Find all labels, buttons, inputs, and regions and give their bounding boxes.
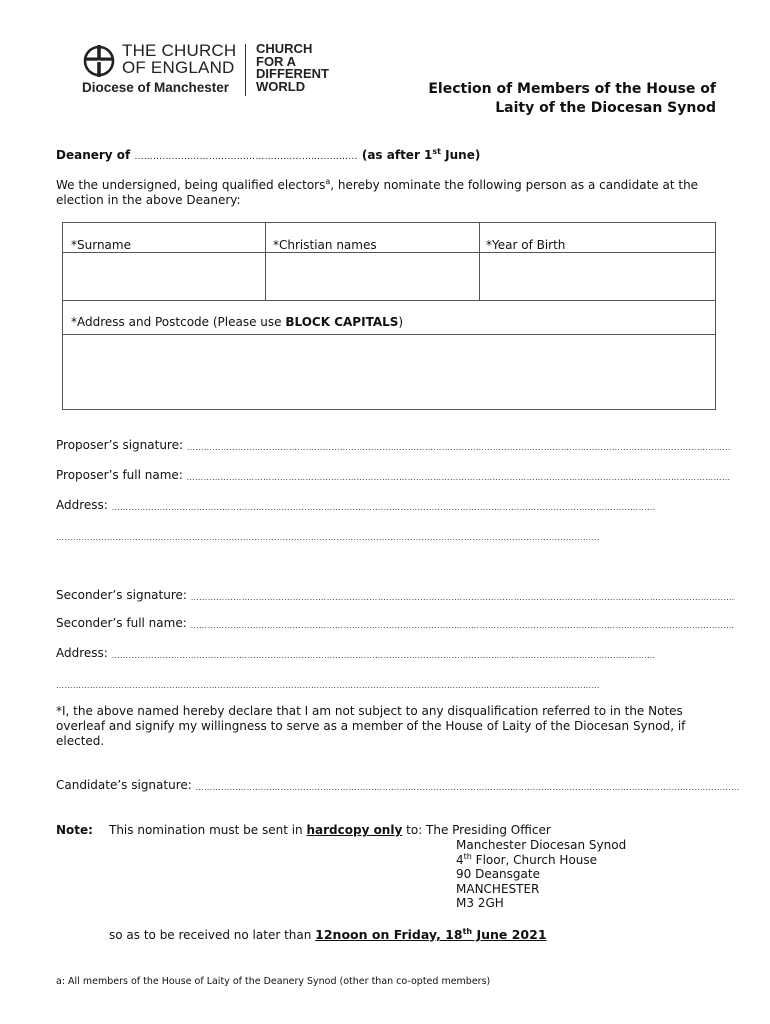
proposer-signature-field[interactable] [56, 438, 731, 452]
intro-text: We the undersigned, being qualified electors [56, 178, 326, 192]
christian-names-header: *Christian names [273, 238, 377, 252]
dot-leader: ………………………………………………………………………………………………………………………………………………………………………… [186, 473, 731, 482]
address-line4: MANCHESTER [456, 881, 540, 896]
address-header-bold: BLOCK CAPITALS [285, 315, 399, 329]
note-label: Note: [56, 823, 93, 837]
seconder-signature-field[interactable] [56, 588, 735, 602]
footnote: a: All members of the House of Laity of the Deanery Synod (other than co-opted members) [56, 976, 491, 987]
year-of-birth-cell[interactable] [480, 253, 714, 299]
seconder-address-line2[interactable] [56, 676, 680, 690]
slogan-line4: WORLD [256, 78, 306, 94]
intro-paragraph [56, 178, 716, 208]
logo-slogan [256, 43, 329, 93]
proposer-address-label: Address: [56, 498, 108, 512]
note-text-start: This nomination must be sent in [109, 823, 307, 837]
logo-name-line2: OF ENGLAND [122, 58, 235, 77]
address-floor-rest: Floor, Church House [471, 852, 598, 867]
deanery-field[interactable] [56, 148, 480, 162]
proposer-full-name-label: Proposer’s full name: [56, 468, 183, 482]
logo-wordmark [122, 42, 236, 76]
proposer-full-name-field[interactable] [56, 468, 731, 482]
presiding-officer-address [456, 838, 626, 911]
candidate-table [62, 222, 716, 410]
address-line3: 90 Deansgate [456, 867, 540, 881]
deadline-text-start: so as to be received no later than [109, 928, 316, 942]
intro-text-rest: , hereby nominate the following person as a candidate at the election in the above Deanery: [56, 178, 699, 207]
logo-divider [245, 44, 246, 96]
deadline-date-end: June 2021 [472, 927, 547, 942]
seconder-address-field[interactable] [56, 646, 672, 660]
address-postcode-cell[interactable] [64, 335, 714, 408]
address-floor [456, 853, 626, 868]
surname-header: *Surname [71, 238, 131, 252]
candidate-signature-field[interactable] [56, 778, 740, 792]
note-text-hardcopy: hardcopy only [306, 823, 403, 837]
slogan-line2: FOR A [256, 53, 296, 69]
deadline-date [315, 927, 546, 942]
proposer-address-field[interactable] [56, 498, 672, 512]
address-floor-number: 4 [456, 852, 464, 867]
christian-names-cell[interactable] [266, 253, 478, 299]
candidate-signature-label: Candidate’s signature: [56, 778, 192, 792]
year-of-birth-header: *Year of Birth [486, 238, 566, 252]
dot-leader: ………………………………………………………………………………………………………………………………………………………………………… [186, 443, 731, 452]
deadline-date-sup: th [462, 926, 473, 936]
intro-footnote-marker: a [325, 177, 331, 186]
table-divider [63, 300, 715, 301]
dot-leader: ………………………………………………………………………………………………………………………………………………………………………… [111, 651, 656, 660]
seconder-full-name-label: Seconder’s full name: [56, 616, 187, 630]
candidate-declaration: *I, the above named hereby declare that I am not subject to any disqualification referred to in the Notes overleaf and signify my willingness to serve as a member of the House of Laity of the Diocesan Synod, if elected. [56, 704, 686, 748]
deanery-dots: ……………………………………………………………… [134, 152, 358, 162]
seconder-address-label: Address: [56, 646, 108, 660]
church-of-england-logo-icon [82, 44, 116, 78]
logo-diocese: Diocese of Manchester [82, 80, 230, 95]
dot-leader: ………………………………………………………………………………………………………………………………………………………………………… [56, 533, 600, 542]
proposer-address-line2[interactable] [56, 528, 680, 542]
slogan-line1: CHURCH [256, 41, 313, 56]
deadline-text [109, 927, 547, 942]
logo-name-line1: THE CHURCH [122, 41, 237, 60]
address-header-text: *Address and Postcode (Please use [71, 315, 286, 329]
form-title [428, 80, 716, 118]
address-line1: Manchester Diocesan Synod [456, 838, 627, 852]
note-text [109, 823, 551, 837]
dot-leader: ………………………………………………………………………………………………………………………………………………………………………… [195, 783, 740, 792]
note-text-end: to: The Presiding Officer [402, 823, 551, 837]
title-line2: Laity of the Diocesan Synod [495, 100, 716, 116]
deanery-suffix [362, 148, 481, 162]
deanery-label: Deanery of [56, 148, 131, 162]
title-line1: Election of Members of the House of [428, 81, 716, 97]
deadline-date-text: 12noon on Friday, 18 [315, 927, 463, 942]
dot-leader: ………………………………………………………………………………………………………………………………………………………………………… [190, 621, 735, 630]
address-floor-sup: th [463, 851, 472, 861]
proposer-signature-label: Proposer’s signature: [56, 438, 184, 452]
address-postcode-header [71, 315, 403, 329]
address-header-end: ) [398, 315, 404, 329]
surname-cell[interactable] [64, 253, 264, 299]
slogan-line3: DIFFERENT [256, 66, 329, 81]
deanery-suffix-text: (as after 1 [361, 148, 433, 162]
deanery-suffix-sup: st [432, 147, 441, 156]
address-line5: M3 2GH [456, 896, 504, 910]
dot-leader: ………………………………………………………………………………………………………………………………………………………………………… [190, 593, 735, 602]
dot-leader: ………………………………………………………………………………………………………………………………………………………………………… [56, 681, 600, 690]
seconder-full-name-field[interactable] [56, 616, 735, 630]
dot-leader: ………………………………………………………………………………………………………………………………………………………………………… [111, 503, 656, 512]
seconder-signature-label: Seconder’s signature: [56, 588, 187, 602]
deanery-suffix-end: June) [440, 148, 481, 162]
